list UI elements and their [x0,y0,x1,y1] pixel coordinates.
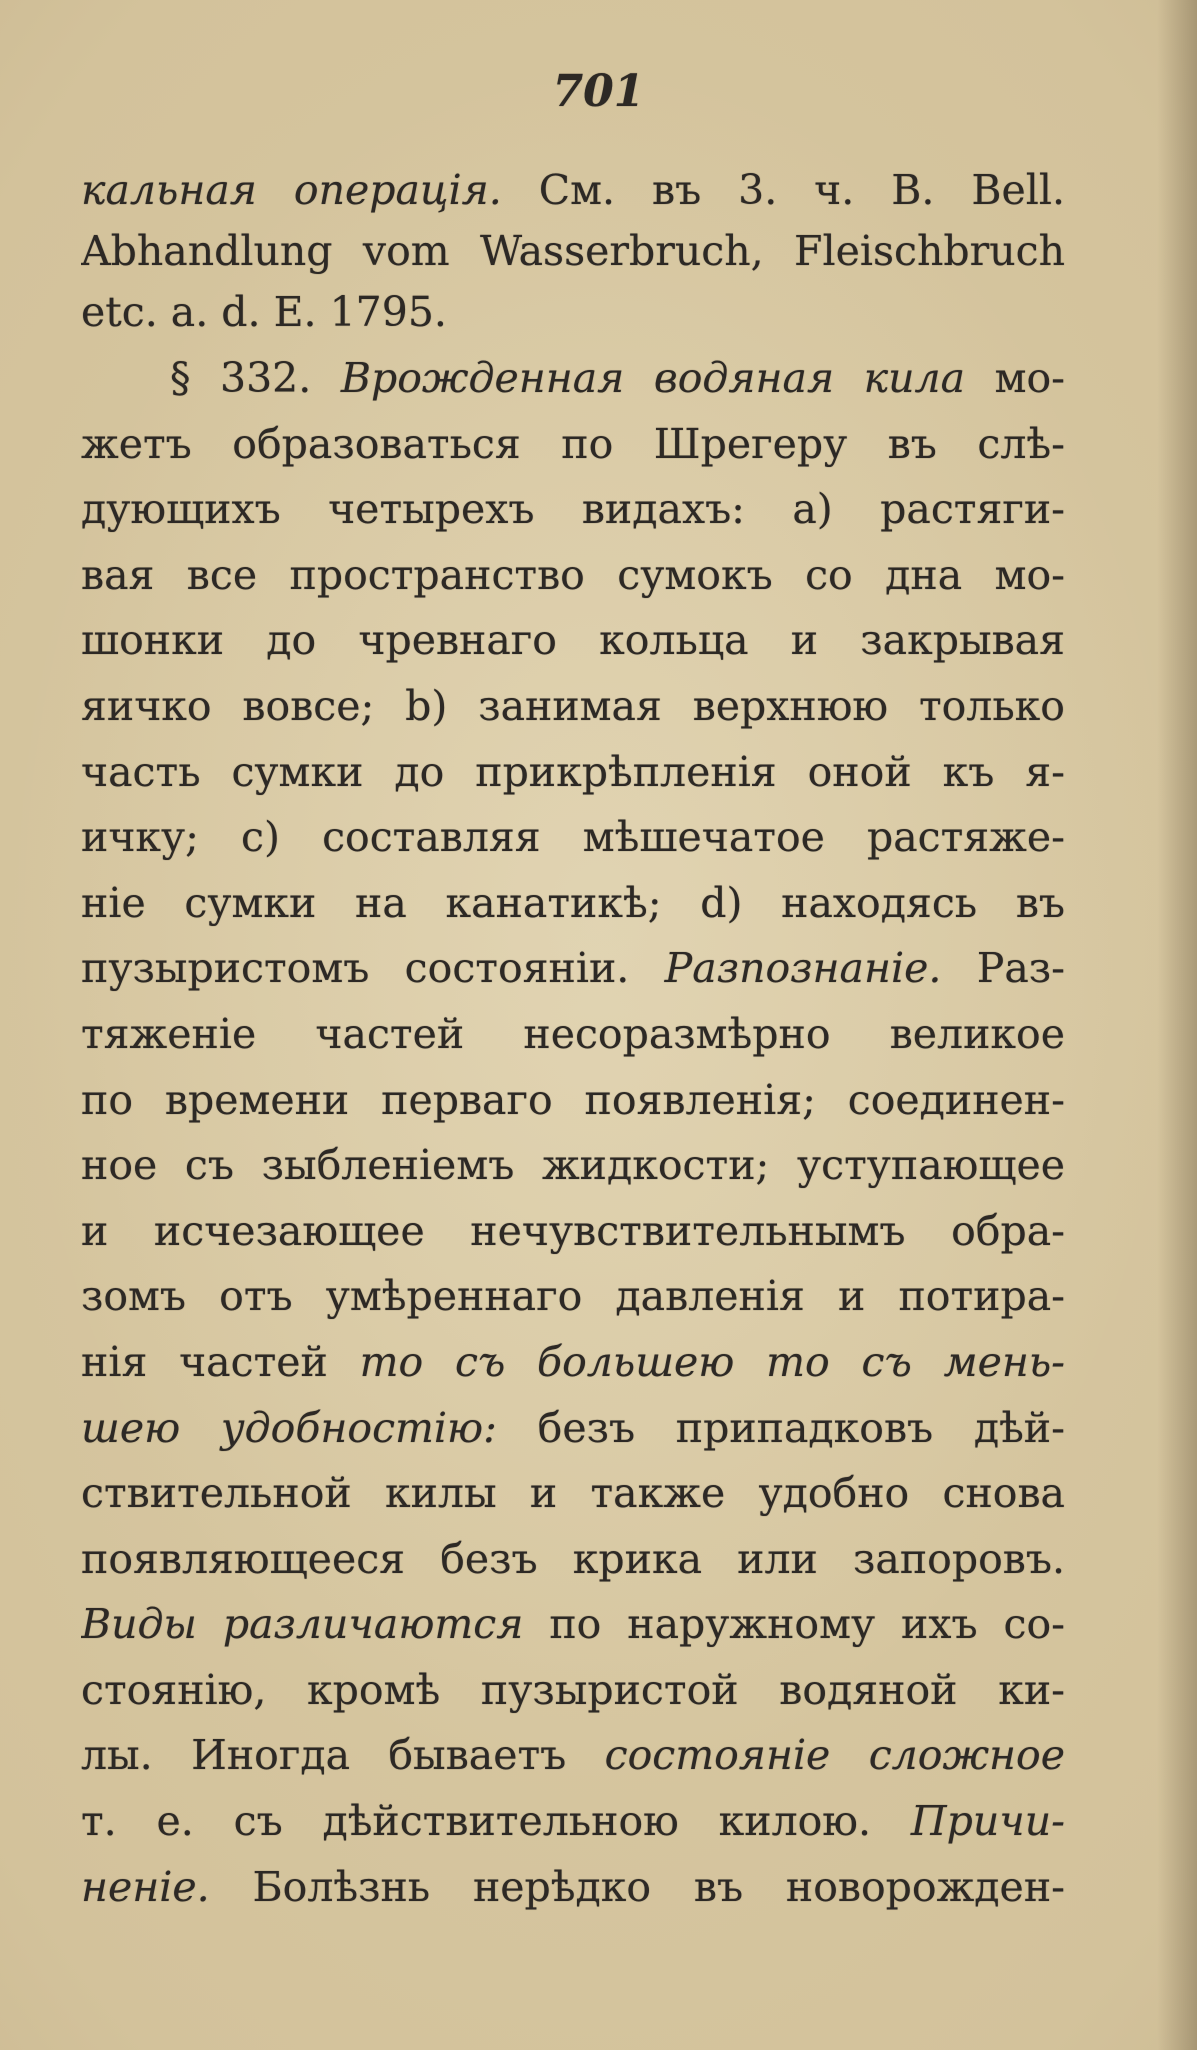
text-segment: etc. a. d. E. 1795. [81,288,447,336]
text-line [81,346,1065,412]
text-segment-italic: кальная операція. [81,166,502,214]
text-segment: по времени перваго появленія; соединен- [81,1075,1065,1124]
text-segment-italic: то съ большею то съ мень- [359,1337,1065,1386]
text-line [81,871,1065,937]
text-line [81,1068,1065,1134]
text-line [81,1461,1065,1527]
text-segment: т. е. съ дѣйствительною килою. [81,1797,911,1846]
text-line [81,1723,1065,1789]
text-segment-italic: состояніе сложное [604,1731,1065,1780]
text-segment: См. въ 3. ч. B. Bell. [501,166,1065,214]
text-segment: зомъ отъ умѣреннаго давленія и потира- [81,1272,1065,1321]
text-segment: ное съ зыбленіемъ жидкости; уступающее [81,1141,1065,1190]
text-segment: Болѣзнь нерѣдко въ новорожден- [209,1862,1065,1911]
text-segment: шонки до чревнаго кольца и закрывая [81,616,1065,665]
text-segment: дующихъ четырехъ видахъ: a) растяги- [81,485,1065,534]
text-segment-italic: Причи- [910,1797,1065,1846]
page-number: 701 [552,66,645,117]
section-marker: § 332. [170,354,341,402]
text-segment-italic: Врожденная водяная кила [340,354,966,402]
text-line [81,1592,1065,1658]
text-line [81,1264,1065,1330]
text-segment: ичку; c) составляя мѣшечатое растяже- [81,813,1065,862]
text-line [81,160,1065,221]
paragraph-reference [81,160,1065,343]
text-segment: Раз- [941,944,1065,993]
text-line [81,543,1065,609]
text-segment-italic: Разпознаніе. [664,944,942,993]
text-line [81,1199,1065,1265]
text-line [81,936,1065,1002]
text-segment: мо- [965,354,1065,402]
text-line [81,1658,1065,1724]
text-segment: яичко вовсе; b) занимая верхнюю только [81,681,1065,730]
text-line [81,608,1065,674]
text-segment-italic: неніе. [81,1862,210,1911]
text-line [81,477,1065,543]
text-segment: Abhandlung vom Wasserbruch, Fleischbruch [81,227,1065,275]
text-line [81,1527,1065,1593]
text-line [81,1396,1065,1462]
text-segment: безъ припадковъ дѣй- [496,1403,1065,1452]
text-segment: стоянію, кромѣ пузыристой водяной ки- [81,1665,1065,1714]
text-segment: часть сумки до прикрѣпленія оной къ я- [81,747,1065,796]
text-segment: появляющееся безъ крика или запоровъ. [81,1534,1065,1583]
text-segment: ствительной килы и также удобно снова [81,1469,1065,1518]
text-line [81,1133,1065,1199]
text-segment: нія частей [81,1337,360,1386]
text-segment: жетъ образоваться по Шрегеру въ слѣ- [81,419,1065,468]
text-segment: пузыристомъ состояніи. [81,944,665,993]
text-line [81,674,1065,740]
text-line [81,412,1065,478]
text-segment: ніе сумки на канатикѣ; d) находясь въ [81,878,1065,927]
text-segment: и исчезающее нечувствительнымъ обра- [81,1206,1065,1255]
paragraph-section-332 [81,346,1065,1920]
text-segment-italic: шею удобностію: [81,1403,497,1452]
text-line [81,1002,1065,1068]
text-segment-italic: Виды различаются [81,1600,524,1649]
text-segment: по наружному ихъ со- [523,1600,1065,1649]
text-line [81,1330,1065,1396]
text-segment: лы. Иногда бываетъ [81,1731,605,1780]
text-line [81,805,1065,871]
text-segment: тяженіе частей несоразмѣрно великое [81,1009,1065,1058]
text-line [81,1855,1065,1921]
text-line [81,221,1065,282]
text-segment: вая все пространство сумокъ со дна мо- [81,550,1065,599]
text-line [81,740,1065,806]
text-line [81,1789,1065,1855]
text-line [81,282,1065,343]
